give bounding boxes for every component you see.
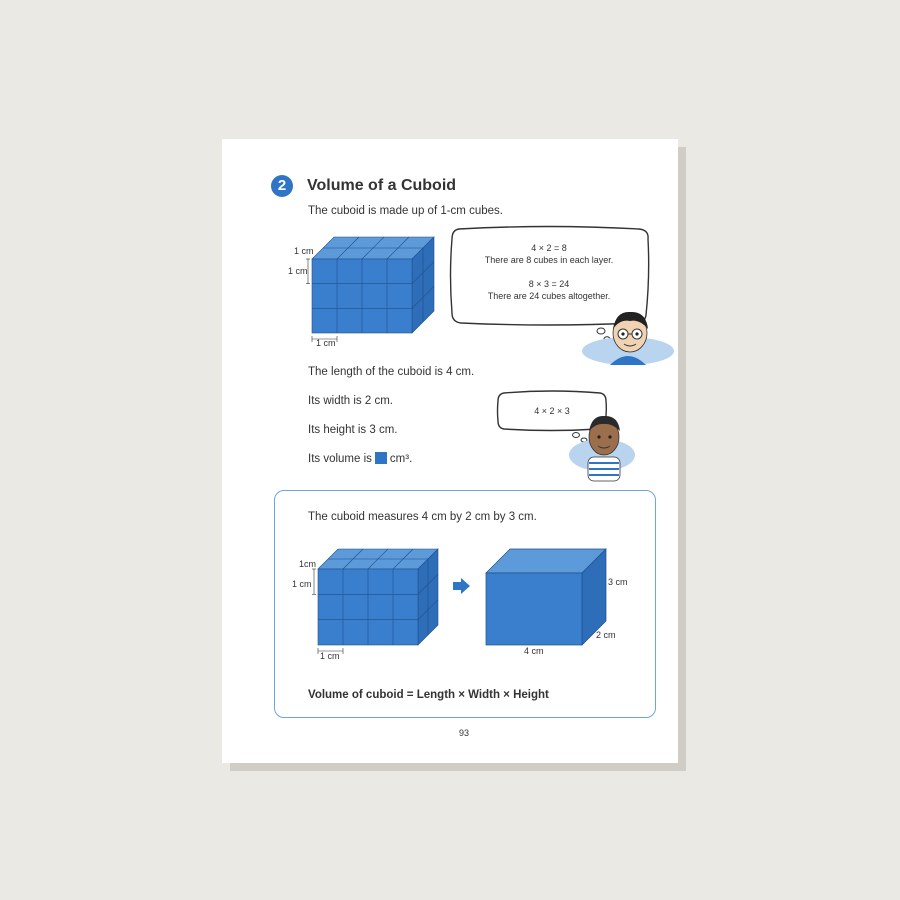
panel-cube-label-top: 1cm (299, 559, 317, 569)
panel-cube-label-bottom: 1 cm (320, 651, 340, 661)
length-statement: The length of the cuboid is 4 cm. (308, 366, 475, 378)
panel-intro: The cuboid measures 4 cm by 2 cm by 3 cm. (308, 511, 537, 523)
bubble1-line1: 4 × 2 = 8 (531, 243, 567, 253)
panel-cube-label-side: 1 cm (292, 579, 312, 589)
cube-edge-label-bottom: 1 cm (316, 338, 336, 348)
dim-length-label: 4 cm (524, 646, 544, 656)
bubble1-line4: There are 24 cubes altogether. (487, 291, 611, 301)
intro-text: The cuboid is made up of 1-cm cubes. (308, 205, 503, 217)
width-statement: Its width is 2 cm. (308, 395, 393, 407)
section-number-badge: 2 (271, 175, 293, 197)
dim-width-label: 2 cm (596, 630, 616, 640)
height-statement: Its height is 3 cm. (308, 424, 398, 436)
cube-edge-label-side: 1 cm (288, 266, 308, 276)
bubble1-line3: 8 × 3 = 24 (528, 279, 570, 289)
boy-thinking-illustration (568, 409, 640, 481)
volume-suffix: cm³. (389, 453, 413, 465)
textbook-page (222, 139, 678, 763)
cube-edge-label-top: 1 cm (294, 246, 314, 256)
solid-cuboid (484, 549, 608, 647)
cuboid-cubes-figure (310, 235, 440, 335)
volume-formula: Volume of cuboid = Length × Width × Height (308, 689, 549, 701)
boy-with-glasses-illustration (580, 307, 676, 365)
volume-statement (308, 452, 412, 466)
section-title: Volume of a Cuboid (307, 177, 457, 194)
right-arrow-icon (453, 578, 471, 594)
panel-cuboid-cubes (316, 549, 446, 649)
volume-prefix: Its volume is (308, 453, 372, 465)
page-number: 93 (458, 728, 469, 738)
bubble1-line2: There are 8 cubes in each layer. (484, 255, 614, 265)
answer-box[interactable] (375, 452, 387, 464)
bubble2-text: 4 × 2 × 3 (534, 406, 570, 416)
dim-height-label: 3 cm (608, 577, 628, 587)
